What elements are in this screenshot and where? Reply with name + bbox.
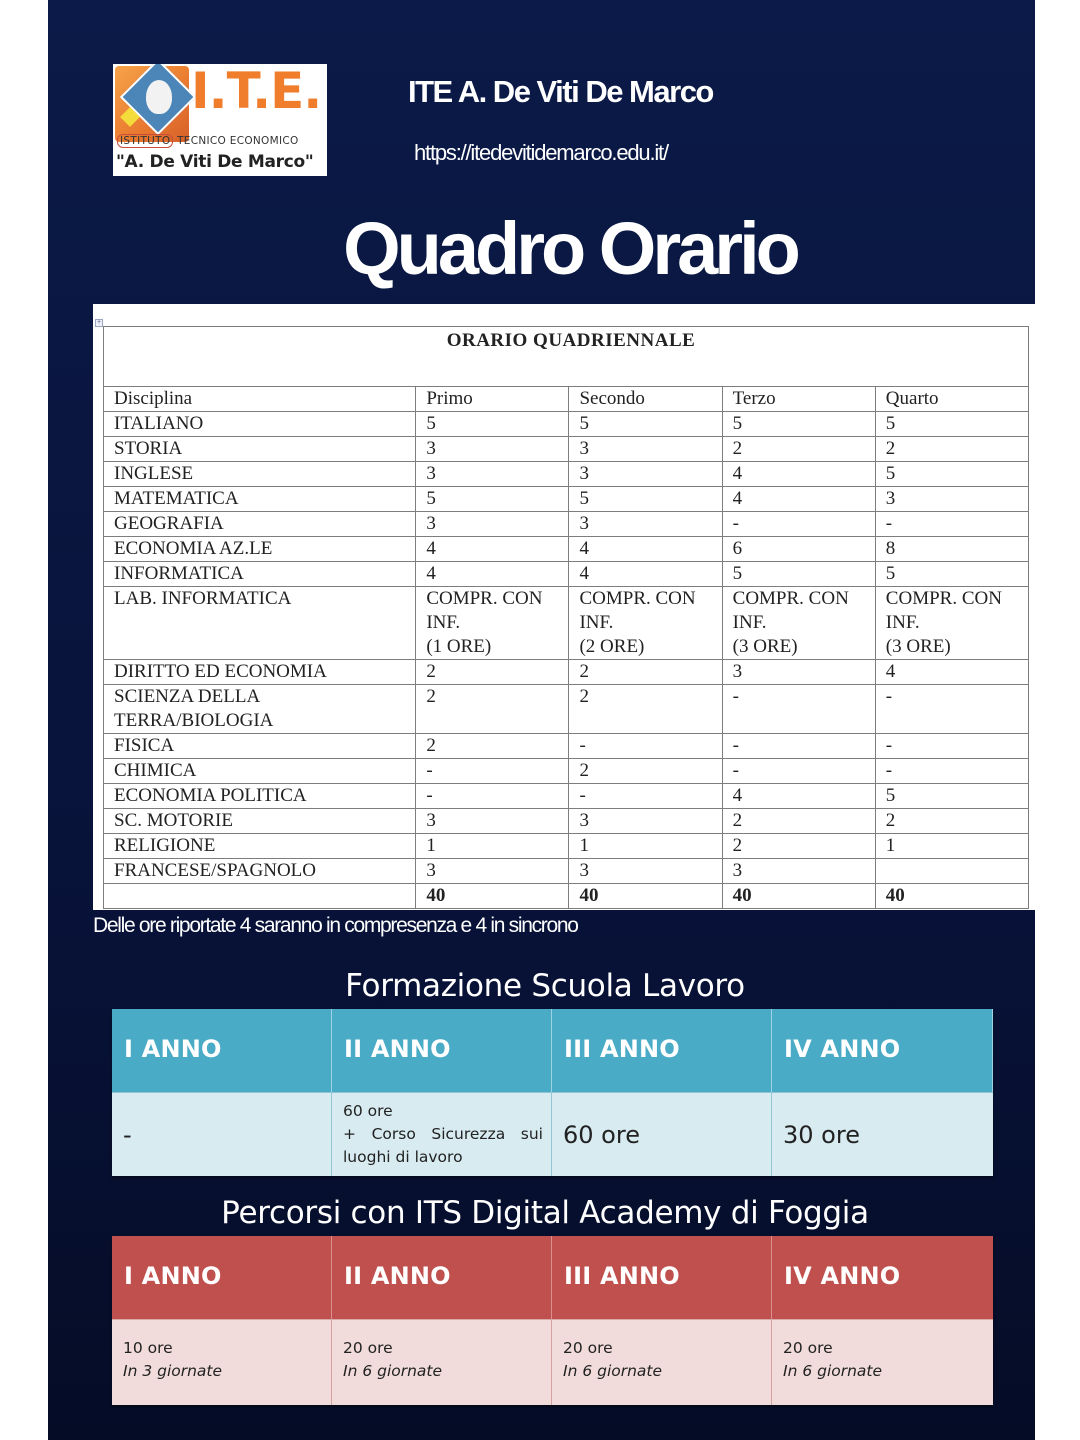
table-row <box>104 587 1029 660</box>
column-header: Terzo <box>722 387 875 412</box>
subject-cell: FRANCESE/SPAGNOLO <box>104 859 416 884</box>
hours-cell: - <box>416 784 569 809</box>
subject-cell: CHIMICA <box>104 759 416 784</box>
total-cell: 40 <box>875 884 1028 909</box>
hours-cell: 5 <box>875 784 1028 809</box>
table-row <box>104 437 1029 462</box>
formazione-header: I ANNO <box>112 1009 332 1092</box>
table-title-row <box>104 327 1029 387</box>
subject-cell-line: SCIENZA DELLA <box>114 686 261 707</box>
word: Sicurezza <box>431 1125 506 1143</box>
hours-cell: 3 <box>569 462 722 487</box>
hours-cell-line: INF. <box>732 612 767 633</box>
its-cell <box>332 1319 552 1405</box>
hours-cell: 5 <box>569 487 722 512</box>
subject-cell: MATEMATICA <box>104 487 416 512</box>
table-row <box>104 685 1029 734</box>
table-row <box>104 734 1029 759</box>
hours-cell-line: (3 ORE) <box>885 636 951 657</box>
school-logo <box>113 64 327 176</box>
its-cell-days: In 3 giornate <box>123 1362 223 1380</box>
word: Corso <box>371 1125 416 1143</box>
hours-cell: 3 <box>569 512 722 537</box>
hours-cell: - <box>722 512 875 537</box>
hours-note: Delle ore riportate 4 saranno in compresenza e 4 in sincrono <box>93 914 578 937</box>
subject-cell: SC. MOTORIE <box>104 809 416 834</box>
hours-cell: 3 <box>416 437 569 462</box>
its-cell-hours: 20 ore <box>783 1339 833 1357</box>
table-total-row <box>104 884 1029 909</box>
total-cell: 40 <box>416 884 569 909</box>
formazione-cell-hours: 60 ore <box>343 1102 393 1120</box>
its-table <box>112 1236 993 1405</box>
hours-cell: - <box>722 734 875 759</box>
table-row <box>104 462 1029 487</box>
hours-cell: 2 <box>722 437 875 462</box>
hours-cell: 4 <box>722 462 875 487</box>
hours-cell: 3 <box>416 859 569 884</box>
its-header: II ANNO <box>332 1236 552 1319</box>
subject-cell-line: TERRA/BIOLOGIA <box>114 710 274 731</box>
subject-cell: ITALIANO <box>104 412 416 437</box>
subject-cell: INGLESE <box>104 462 416 487</box>
table-row <box>104 834 1029 859</box>
hours-cell: 4 <box>416 562 569 587</box>
column-header: Disciplina <box>104 387 416 412</box>
hours-cell: 5 <box>722 412 875 437</box>
total-cell: 40 <box>569 884 722 909</box>
hours-cell: 4 <box>569 562 722 587</box>
school-url-link[interactable]: https://itedevitidemarco.edu.it/ <box>414 140 668 165</box>
hours-cell: 2 <box>569 660 722 685</box>
its-cell <box>112 1319 332 1405</box>
hours-cell: 6 <box>722 537 875 562</box>
table-row <box>104 759 1029 784</box>
logo-subtitle <box>117 135 299 147</box>
its-header: I ANNO <box>112 1236 332 1319</box>
subject-cell: STORIA <box>104 437 416 462</box>
hours-cell: 3 <box>875 487 1028 512</box>
hours-cell: 3 <box>416 462 569 487</box>
table-row <box>104 412 1029 437</box>
word: + <box>343 1125 356 1143</box>
its-cell-hours: 20 ore <box>563 1339 613 1357</box>
subject-cell: GEOGRAFIA <box>104 512 416 537</box>
hours-cell: 3 <box>569 859 722 884</box>
hours-cell: 1 <box>875 834 1028 859</box>
subject-cell: ECONOMIA AZ.LE <box>104 537 416 562</box>
hours-cell: 2 <box>875 809 1028 834</box>
formazione-cell: 30 ore <box>772 1092 993 1176</box>
hours-cell: 2 <box>416 734 569 759</box>
hours-cell: 4 <box>722 784 875 809</box>
formazione-table <box>112 1009 993 1176</box>
hours-cell: 2 <box>569 759 722 784</box>
table-row <box>104 512 1029 537</box>
hours-cell-line: INF. <box>426 612 461 633</box>
hours-cell-line: (1 ORE) <box>426 636 492 657</box>
hours-cell: 3 <box>416 809 569 834</box>
hours-cell: 1 <box>569 834 722 859</box>
hours-cell-line: COMPR. CON <box>732 588 849 609</box>
its-title: Percorsi con ITS Digital Academy di Foggia <box>221 1195 869 1231</box>
word: sui <box>520 1125 543 1143</box>
table-row <box>104 660 1029 685</box>
hours-cell: 5 <box>875 462 1028 487</box>
logo-subtitle-boxed: ISTITUTO <box>117 134 173 148</box>
hours-cell-line: (3 ORE) <box>732 636 798 657</box>
hours-cell: 2 <box>875 437 1028 462</box>
hours-cell-line: COMPR. CON <box>885 588 1002 609</box>
formazione-cell-course <box>343 1123 543 1146</box>
its-cell-days: In 6 giornate <box>783 1362 883 1380</box>
hours-cell: 8 <box>875 537 1028 562</box>
column-header: Primo <box>416 387 569 412</box>
hours-cell-line: INF. <box>885 612 920 633</box>
hours-cell <box>875 587 1028 660</box>
formazione-cell: 60 ore <box>552 1092 772 1176</box>
formazione-header: III ANNO <box>552 1009 772 1092</box>
hours-cell: 5 <box>875 562 1028 587</box>
hours-cell: 2 <box>569 685 722 734</box>
hours-cell <box>416 587 569 660</box>
hours-cell-line: INF. <box>579 612 614 633</box>
hours-cell: 5 <box>416 412 569 437</box>
hours-cell: - <box>569 734 722 759</box>
table-header-row <box>104 387 1029 412</box>
its-cell-days: In 6 giornate <box>343 1362 443 1380</box>
total-cell: 40 <box>722 884 875 909</box>
its-cell-hours: 20 ore <box>343 1339 393 1357</box>
hours-cell: - <box>875 759 1028 784</box>
hours-cell: - <box>722 759 875 784</box>
hours-cell <box>569 587 722 660</box>
subject-cell: DIRITTO ED ECONOMIA <box>104 660 416 685</box>
table-title: ORARIO QUADRIENNALE <box>104 327 1029 387</box>
hours-cell <box>875 859 1028 884</box>
hours-cell: 5 <box>722 562 875 587</box>
table-row <box>104 537 1029 562</box>
timetable-table <box>103 326 1029 909</box>
timetable-document <box>93 304 1080 910</box>
subject-cell <box>104 685 416 734</box>
subject-cell: LAB. INFORMATICA <box>104 587 416 660</box>
hours-cell: 3 <box>569 809 722 834</box>
hours-cell <box>722 587 875 660</box>
hours-cell: - <box>875 512 1028 537</box>
hours-cell: 3 <box>722 859 875 884</box>
school-name: ITE A. De Viti De Marco <box>408 74 713 109</box>
hours-cell: 5 <box>416 487 569 512</box>
hours-cell: 1 <box>416 834 569 859</box>
table-move-handle-icon[interactable]: + <box>96 319 102 326</box>
hours-cell: 4 <box>416 537 569 562</box>
logo-acronym: I.T.E. <box>191 64 322 120</box>
hours-cell: 3 <box>569 437 722 462</box>
formazione-cell: - <box>112 1092 332 1176</box>
table-row <box>104 809 1029 834</box>
formazione-title: Formazione Scuola Lavoro <box>345 968 745 1004</box>
portrait-icon <box>146 80 172 114</box>
hours-cell: - <box>875 685 1028 734</box>
hours-cell-line: COMPR. CON <box>579 588 696 609</box>
table-row <box>104 859 1029 884</box>
formazione-cell <box>332 1092 552 1176</box>
table-row <box>104 487 1029 512</box>
hours-cell: 5 <box>569 412 722 437</box>
hours-cell: - <box>416 759 569 784</box>
hours-cell-line: (2 ORE) <box>579 636 645 657</box>
hours-cell: 3 <box>722 660 875 685</box>
its-cell-days: In 6 giornate <box>563 1362 663 1380</box>
hours-cell: 2 <box>722 809 875 834</box>
column-header: Secondo <box>569 387 722 412</box>
subject-cell: INFORMATICA <box>104 562 416 587</box>
subject-cell: FISICA <box>104 734 416 759</box>
logo-school-name: "A. De Viti De Marco" <box>116 152 314 172</box>
table-row <box>104 784 1029 809</box>
hours-cell: 5 <box>875 412 1028 437</box>
hours-cell: 4 <box>569 537 722 562</box>
its-header: IV ANNO <box>772 1236 993 1319</box>
hours-cell: 3 <box>416 512 569 537</box>
its-header: III ANNO <box>552 1236 772 1319</box>
hours-cell: 2 <box>416 660 569 685</box>
column-header: Quarto <box>875 387 1028 412</box>
total-label <box>104 884 416 909</box>
table-row <box>104 562 1029 587</box>
hours-cell-line: COMPR. CON <box>426 588 543 609</box>
hours-cell: 2 <box>416 685 569 734</box>
hours-cell: 2 <box>722 834 875 859</box>
hours-cell: - <box>569 784 722 809</box>
subject-cell: ECONOMIA POLITICA <box>104 784 416 809</box>
hours-cell: - <box>722 685 875 734</box>
hours-cell: 4 <box>722 487 875 512</box>
formazione-header: II ANNO <box>332 1009 552 1092</box>
hours-cell: 4 <box>875 660 1028 685</box>
hours-cell: - <box>875 734 1028 759</box>
its-cell <box>552 1319 772 1405</box>
formazione-cell-course-end: luoghi di lavoro <box>343 1148 463 1166</box>
its-cell <box>772 1319 993 1405</box>
formazione-header: IV ANNO <box>772 1009 993 1092</box>
page-title: Quadro Orario <box>343 207 797 290</box>
its-cell-hours: 10 ore <box>123 1339 173 1357</box>
logo-subtitle-rest: TECNICO ECONOMICO <box>177 135 299 147</box>
subject-cell: RELIGIONE <box>104 834 416 859</box>
